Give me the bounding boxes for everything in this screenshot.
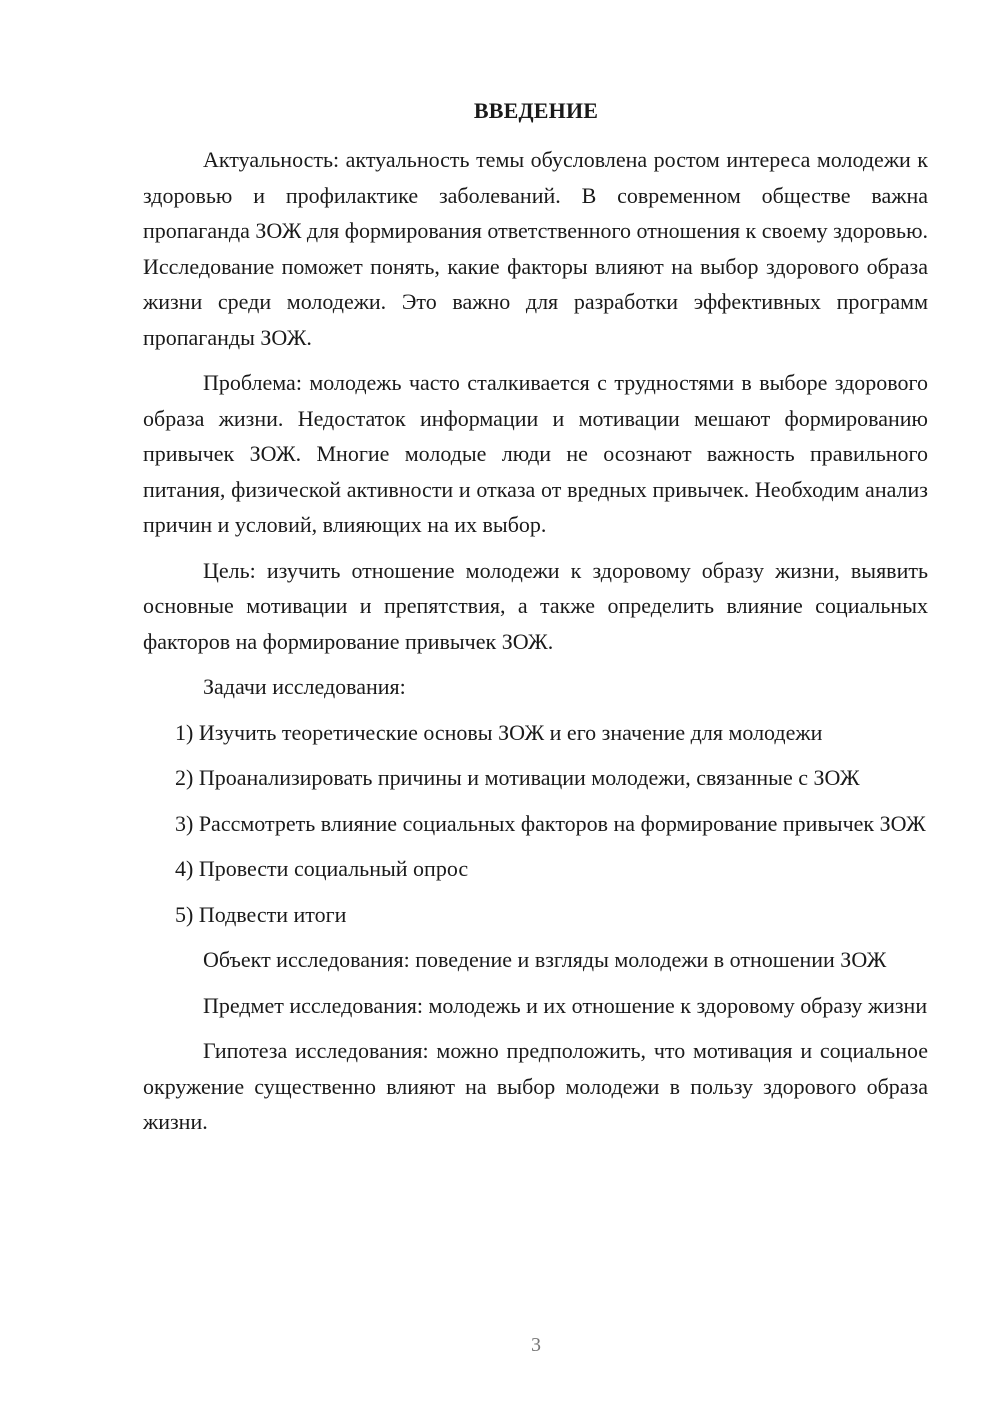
page-title: ВВЕДЕНИЕ (473, 98, 599, 123)
paragraph-tasks-heading: Задачи исследования: (203, 674, 406, 699)
page-number: 3 (531, 1334, 541, 1356)
paragraph-problem: Проблема: молодежь часто сталкивается с трудностями в выборе здорового образа жизни. Недостаток информации и мотивации мешают формированию привычек ЗОЖ. Многие молодые люди не осознают важность правильного питания, физической активности и отказа от вредных привычек. Необходим анализ причин и условий, влияющих на их выбор. (143, 370, 928, 537)
task-item-3: 3) Рассмотреть влияние социальных факторов на формирование привычек ЗОЖ (175, 810, 926, 836)
paragraph-hypothesis: Гипотеза исследования: можно предположить, что мотивация и социальное окружение существенно влияют на выбор молодежи в пользу здорового образа жизни. (143, 1038, 928, 1134)
task-item-1: 1) Изучить теоретические основы ЗОЖ и его значение для молодежи (175, 719, 823, 745)
task-item-2: 2) Проанализировать причины и мотивации молодежи, связанные с ЗОЖ (175, 765, 860, 790)
document-body (143, 142, 928, 1150)
paragraph-object: Объект исследования: поведение и взгляды молодежи в отношении ЗОЖ (203, 947, 887, 972)
paragraph-subject: Предмет исследования: молодежь и их отношение к здоровому образу жизни (203, 992, 928, 1018)
task-item-5: 5) Подвести итоги (175, 901, 347, 927)
paragraph-relevance: Актуальность: актуальность темы обусловлена ростом интереса молодежи к здоровью и профилактике заболеваний. В современном обществе важна пропаганда ЗОЖ для формирования ответственного отношения к своему здоровью. Исследование поможет понять, какие факторы влияют на выбор здорового образа жизни среди молодежи. Это важно для разработки эффективных программ пропаганды ЗОЖ. (143, 147, 928, 350)
paragraph-goal: Цель: изучить отношение молодежи к здоровому образу жизни, выявить основные мотивации и препятствия, а также определить влияние социальных факторов на формирование привычек ЗОЖ. (143, 557, 928, 654)
task-item-4: 4) Провести социальный опрос (175, 856, 469, 881)
